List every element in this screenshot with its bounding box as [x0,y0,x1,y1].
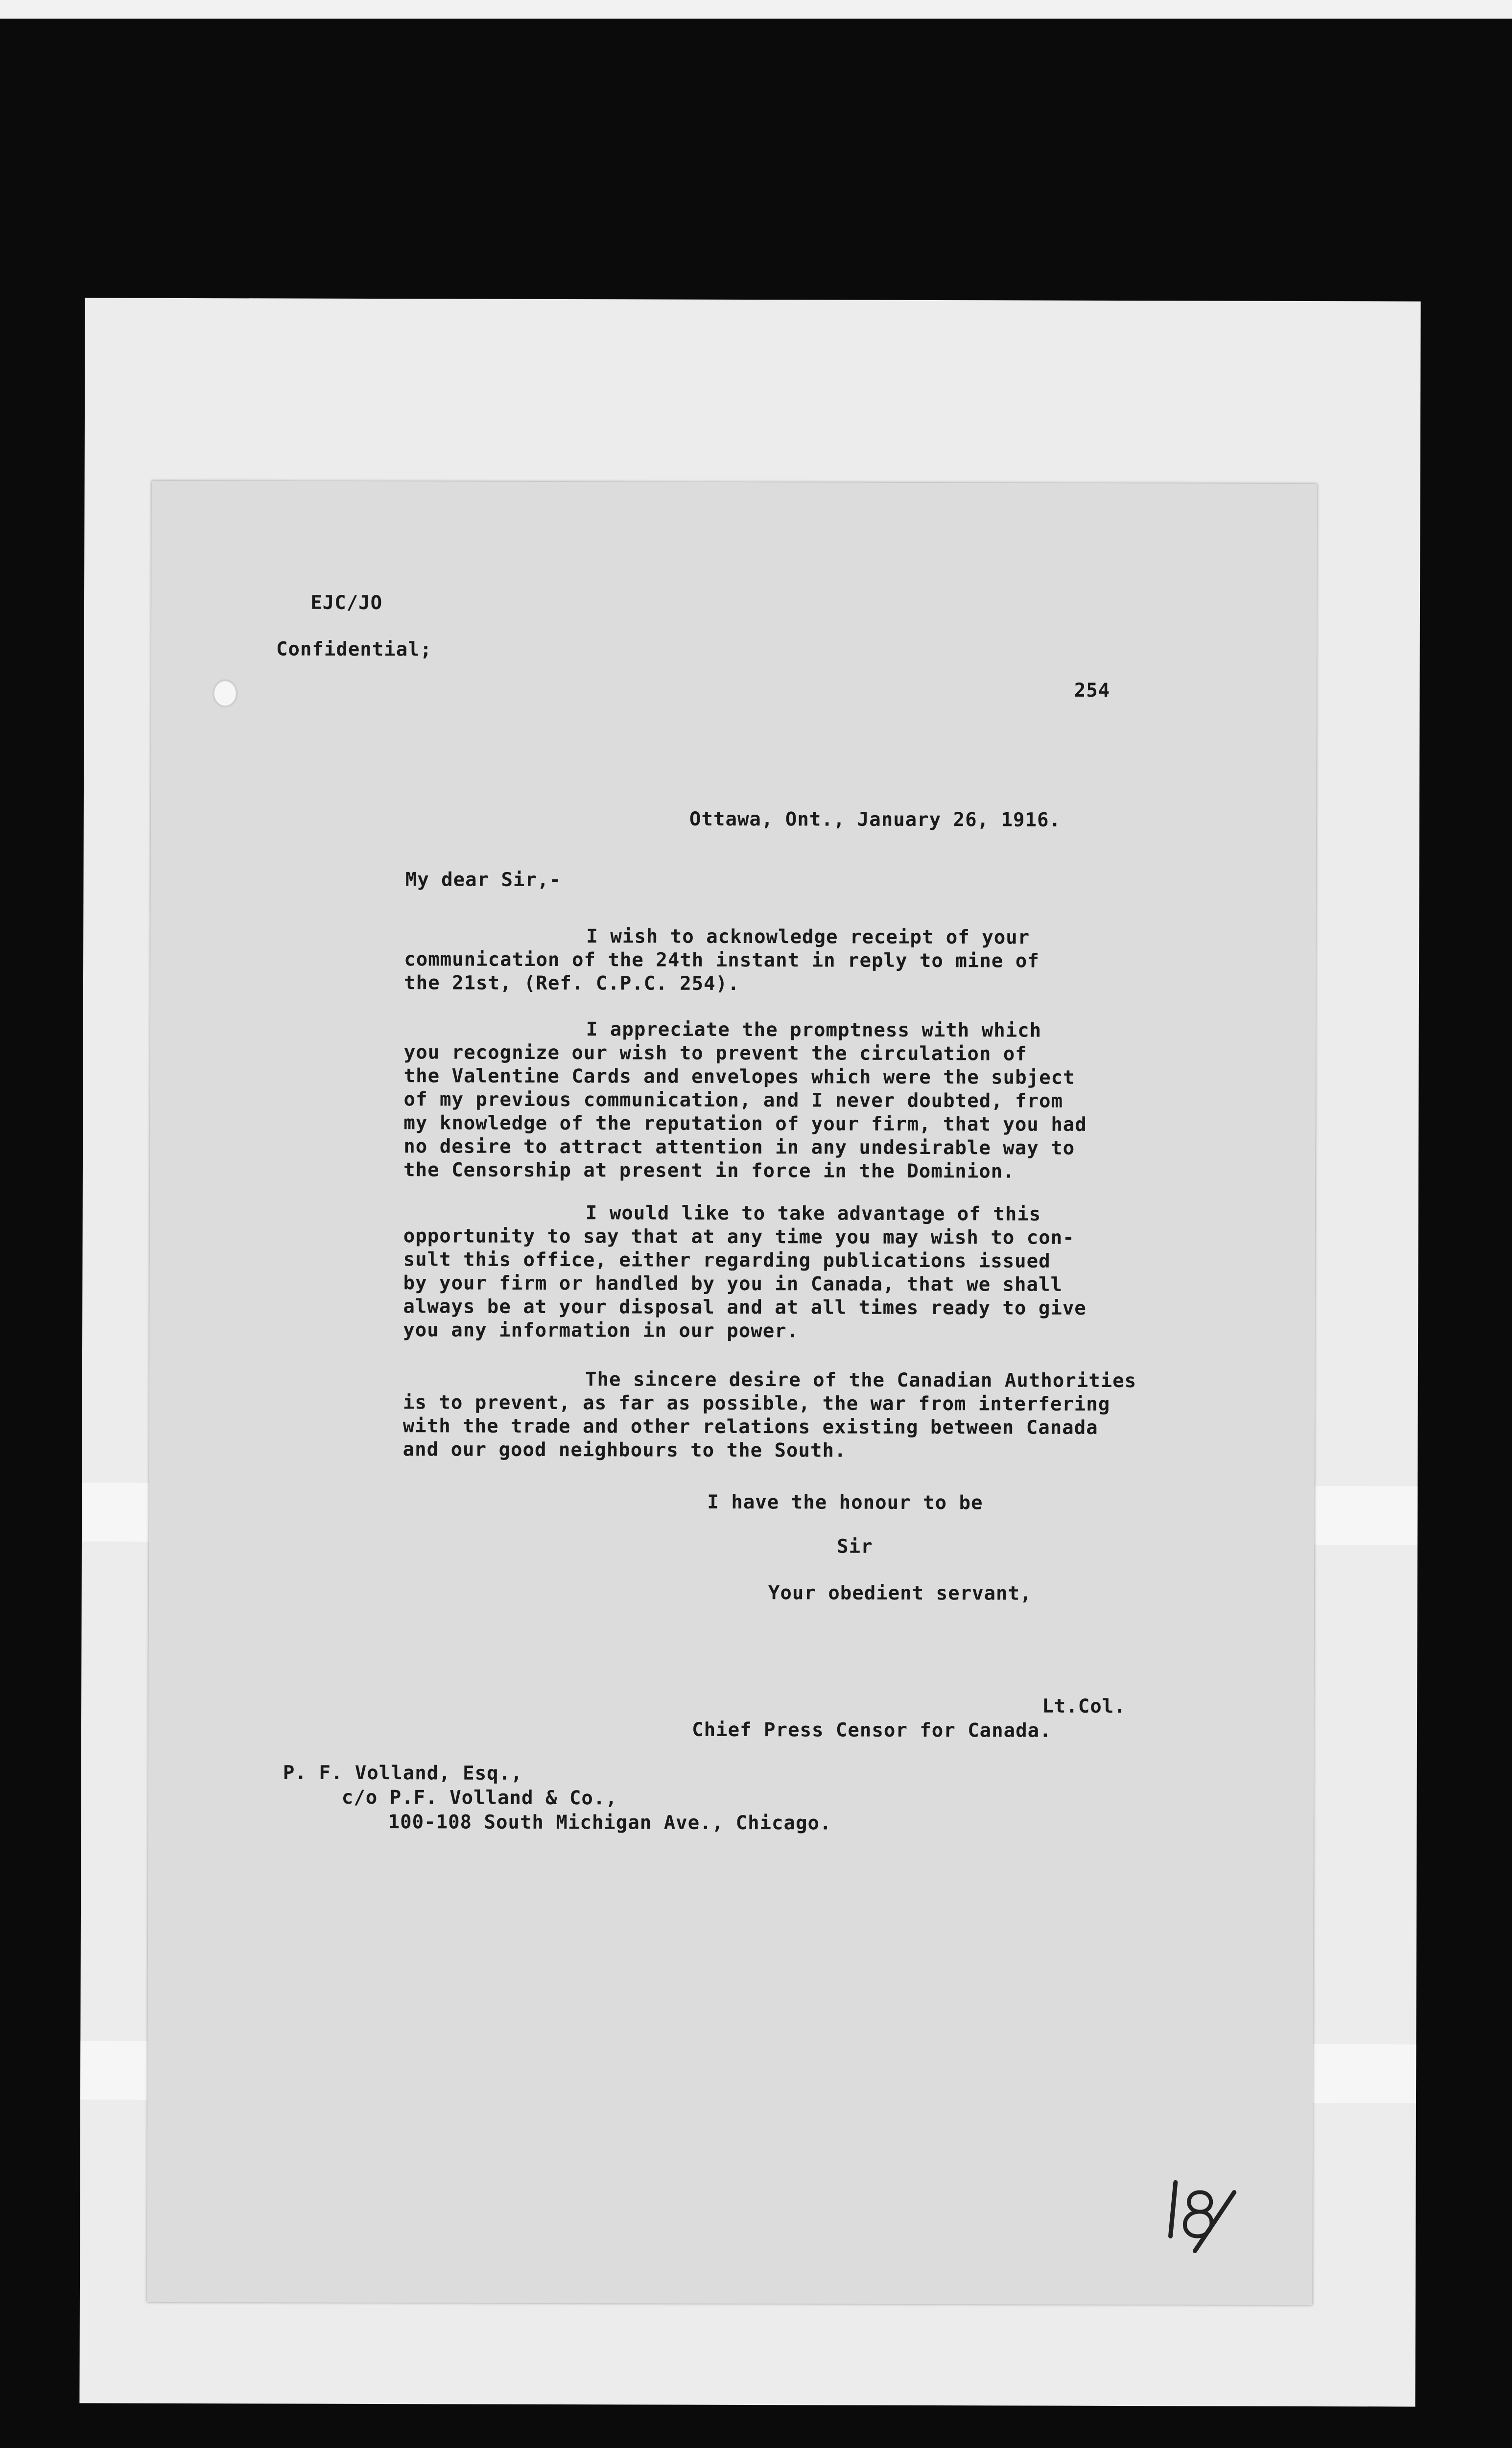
letter-page [147,481,1317,2305]
salutation: My dear Sir,- [405,869,562,892]
paragraph-2: I appreciate the promptness with which you recognize our wish to prevent the circulation of the Valentine Cards and envelopes which were the subject of my previous communication, and I never doubted, from my knowledge of the reputation of your firm, that you had no desire to attract attention in any undesirable way to the Censorship at present in force in the Dominion. [403,1018,1087,1183]
punch-hole [213,679,238,707]
closing-line-3: Your obedient servant, [768,1582,1032,1605]
addressee-street: 100-108 South Michigan Ave., Chicago. [388,1811,832,1835]
date-line: Ottawa, Ont., January 26, 1916. [689,808,1062,831]
paragraph-4: The sincere desire of the Canadian Authorities is to prevent, as far as possible, the war from interfering with the trade and other relations existing between Canada and our good neighbours to the South. [402,1368,1137,1462]
addressee-company: c/o P.F. Volland & Co., [341,1786,617,1810]
signatory-rank: Lt.Col. [1042,1695,1126,1718]
closing-line-2: Sir [837,1535,873,1558]
reference-code: EJC/JO [310,591,383,614]
handwritten-folio-mark [1146,2163,1264,2271]
paragraph-3: I would like to take advantage of this opportunity to say that at any time you may wish to con- sult this office, either regarding publications issued by your firm or handled by you in Canada, that we shall always be at your disposal and at all times ready to give you any information in our power. [403,1202,1087,1342]
confidential-mark: Confidential; [276,638,432,661]
film-edge-strip [0,0,1512,19]
closing-line-1: I have the honour to be [707,1491,983,1514]
paragraph-1: I wish to acknowledge receipt of your communication of the 24th instant in reply to mine of the 21st, (Ref. C.P.C. 254). [404,925,1040,995]
signatory-title: Chief Press Censor for Canada. [692,1718,1052,1742]
addressee-name: P. F. Volland, Esq., [283,1762,523,1785]
page-number: 254 [1074,679,1110,702]
